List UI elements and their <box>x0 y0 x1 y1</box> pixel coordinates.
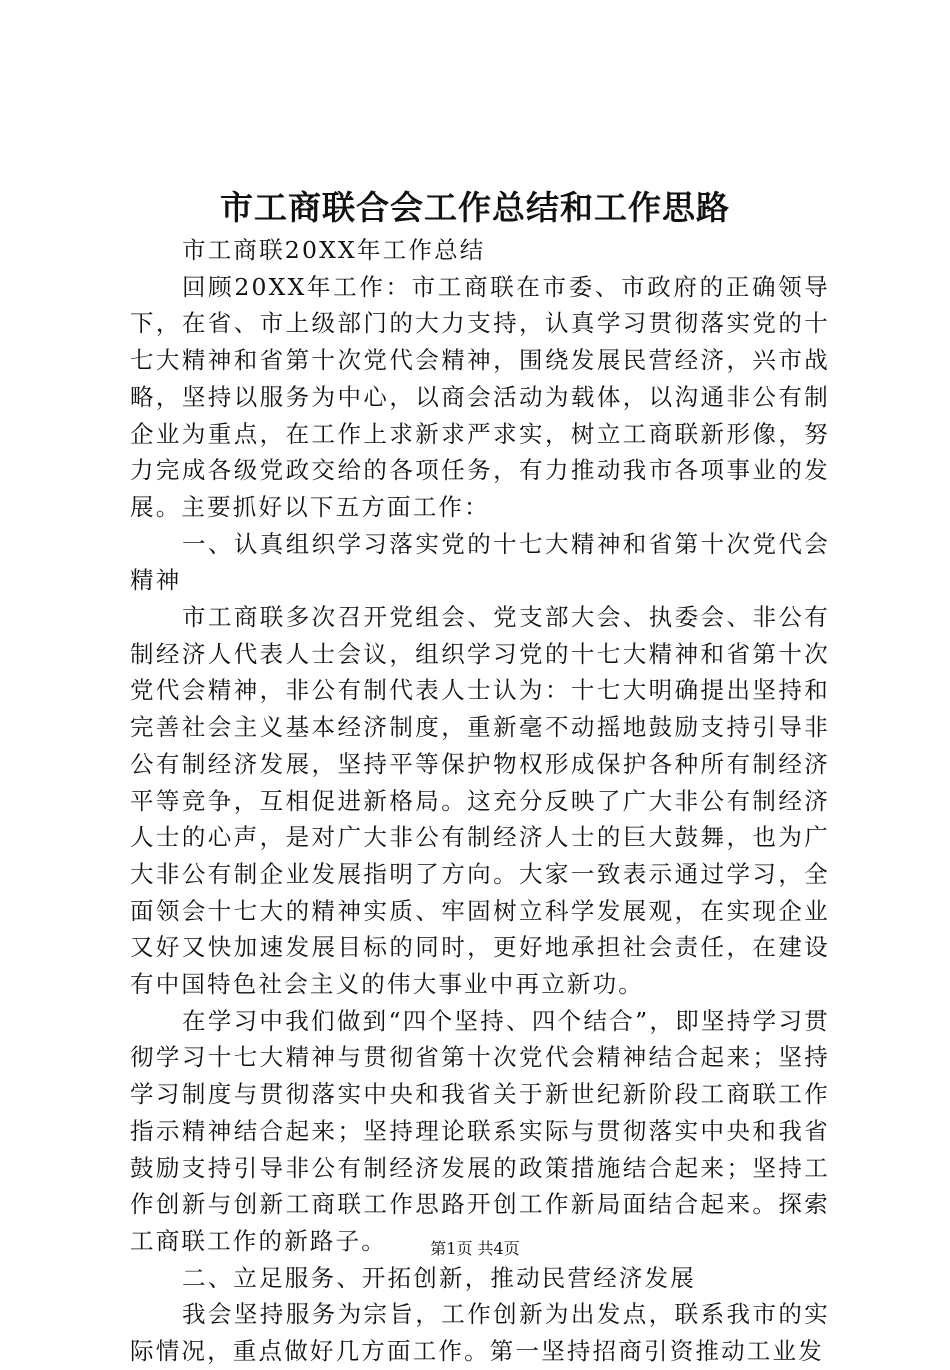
paragraph-four-adherences: 在学习中我们做到“四个坚持、四个结合”，即坚持学习贯彻学习十七大精神与贯彻省第十次党代会精神结合起来；坚持学习制度与贯彻落实中央和我省关于新世纪新阶段工商联工作指示精神结合起来；坚持理论联系实际与贯彻落实中央和我省鼓励支持引导非公有制经济发展的政策措施结合起来；坚持工作创新与创新工商联工作思路开创工作新局面结合起来。探索工商联工作的新路子。 <box>130 1006 830 1255</box>
document-body <box>130 232 830 1370</box>
paragraph-review: 回顾20XX年工作：市工商联在市委、市政府的正确领导下，在省、市上级部门的大力支持，认真学习贯彻落实党的十七大精神和省第十次党代会精神，围绕发展民营经济，兴市战略，坚持以服务为中心，以商会活动为载体，以沟通非公有制企业为重点，在工作上求新求严求实，树立工商联新形像，努力完成各级党政交给的各项任务，有力推动我市各项事业的发展。主要抓好以下五方面工作： <box>130 272 830 521</box>
document-title: 市工商联合会工作总结和工作思路 <box>220 188 730 227</box>
paragraph-service: 我会坚持服务为宗旨，工作创新为出发点，联系我市的实际情况，重点做好几方面工作。第一坚持招商引资推动工业发 <box>130 1300 830 1366</box>
paragraph-study: 市工商联多次召开党组会、党支部大会、执委会、非公有制经济人代表人士会议，组织学习党的十七大精神和省第十次党代会精神，非公有制代表人士认为：十七大明确提出坚持和完善社会主义基本经济制度，重新毫不动摇地鼓励支持引导非公有制经济发展，坚持平等保护物权形成保护各种所有制经济平等竞争，互相促进新格局。这充分反映了广大非公有制经济人士的心声，是对广大非公有制经济人士的巨大鼓舞，也为广大非公有制企业发展指明了方向。大家一致表示通过学习，全面领会十七大的精神实质、牢固树立科学发展观，在实现企业又好又快加速发展目标的同时，更好地承担社会责任，在建设有中国特色社会主义的伟大事业中再立新功。 <box>130 603 830 999</box>
section-heading-2: 二、立足服务、开拓创新，推动民营经济发展 <box>182 1263 696 1292</box>
section-heading-1: 一、认真组织学习落实党的十七大精神和省第十次党代会精神 <box>130 529 830 595</box>
paragraph-subtitle: 市工商联20XX年工作总结 <box>182 236 486 264</box>
page-number: 第1页 共4页 <box>430 1239 520 1258</box>
